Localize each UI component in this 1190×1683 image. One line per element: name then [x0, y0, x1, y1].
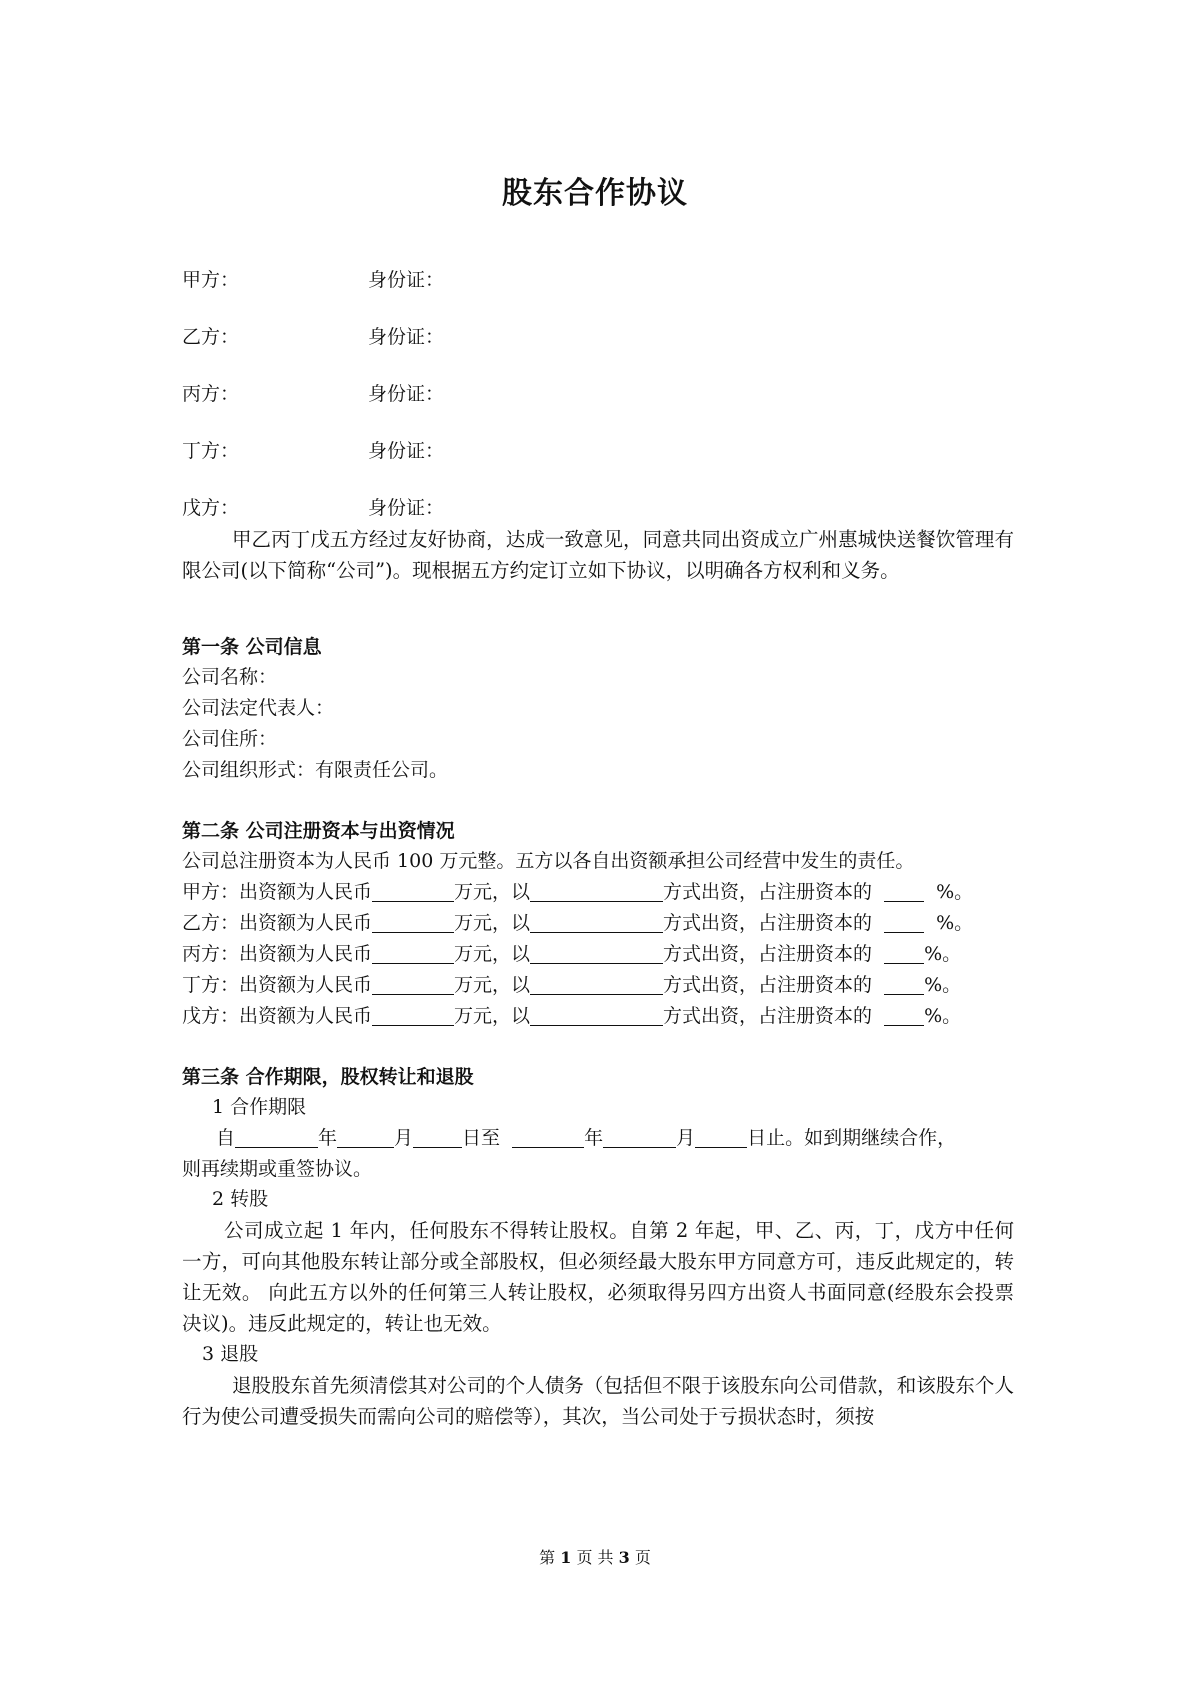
- row-text: 出资额为人民币: [239, 881, 373, 903]
- row-text: 出资额为人民币: [239, 943, 373, 965]
- subsection-term: 1 合作期限: [212, 1096, 307, 1118]
- month-blank[interactable]: [603, 1125, 676, 1148]
- contribution-row: [182, 877, 973, 907]
- party-label: 丁方：: [182, 440, 240, 462]
- percent-sign: %。: [924, 974, 962, 996]
- party-label: 戊方：: [182, 1005, 240, 1027]
- term-text: 月: [676, 1127, 696, 1149]
- page-footer: [0, 1545, 1190, 1568]
- company-name-line: 公司名称：: [182, 666, 278, 688]
- amount-blank[interactable]: [372, 910, 454, 933]
- row-text: 万元，以: [454, 1005, 531, 1027]
- term-text: 日至: [462, 1127, 501, 1149]
- current-page-number: 1: [560, 1548, 572, 1567]
- capital-summary: 公司总注册资本为人民币 100 万元整。五方以各自出资额承担公司经营中发生的责任。: [182, 850, 915, 872]
- article1-heading: 第一条 公司信息: [182, 636, 322, 658]
- percent-sign: %。: [936, 881, 974, 903]
- party-label: 乙方：: [182, 326, 240, 348]
- total-page-number: 3: [618, 1548, 630, 1567]
- id-label: 身份证：: [368, 269, 445, 291]
- method-blank[interactable]: [530, 879, 663, 902]
- percent-blank[interactable]: [884, 879, 924, 902]
- amount-blank[interactable]: [372, 941, 454, 964]
- day-blank[interactable]: [695, 1125, 747, 1148]
- row-text: 方式出资，占注册资本的: [663, 1005, 873, 1027]
- withdraw-paragraph: 退股股东首先须清偿其对公司的个人债务（包括但不限于该股东向公司借款，和该股东个人行为使公司遭受损失而需向公司的赔偿等），其次，当公司处于亏损状态时，须按: [182, 1374, 1014, 1428]
- method-blank[interactable]: [530, 941, 663, 964]
- id-label: 身份证：: [368, 326, 445, 348]
- method-blank[interactable]: [530, 972, 663, 995]
- contribution-row: [182, 939, 961, 969]
- footer-text: 页 共: [576, 1548, 614, 1567]
- contribution-row: [182, 908, 973, 938]
- percent-blank[interactable]: [884, 1003, 924, 1026]
- footer-text: 第: [539, 1548, 556, 1567]
- footer-text: 页: [634, 1548, 651, 1567]
- amount-blank[interactable]: [372, 1003, 454, 1026]
- row-text: 出资额为人民币: [239, 1005, 373, 1027]
- subsection-withdraw: 3 退股: [202, 1343, 259, 1365]
- party-label: 甲方：: [182, 881, 240, 903]
- party-label: 丁方：: [182, 974, 240, 996]
- row-text: 万元，以: [454, 912, 531, 934]
- row-text: 方式出资，占注册资本的: [663, 943, 873, 965]
- term-line: [216, 1123, 956, 1153]
- term-text: 年: [584, 1127, 604, 1149]
- row-text: 万元，以: [454, 943, 531, 965]
- method-blank[interactable]: [530, 910, 663, 933]
- term-text: 月: [394, 1127, 414, 1149]
- term-text: 日止。如到期继续合作，: [747, 1127, 957, 1149]
- address-line: 公司住所：: [182, 728, 278, 750]
- article3-heading: 第三条 合作期限，股权转让和退股: [182, 1066, 474, 1088]
- term-text: 年: [318, 1127, 338, 1149]
- percent-blank[interactable]: [884, 910, 924, 933]
- percent-sign: %。: [936, 912, 974, 934]
- id-label: 身份证：: [368, 383, 445, 405]
- article2-heading: 第二条 公司注册资本与出资情况: [182, 820, 455, 842]
- row-text: 出资额为人民币: [239, 974, 373, 996]
- row-text: 万元，以: [454, 881, 531, 903]
- party-label: 甲方：: [182, 269, 240, 291]
- percent-sign: %。: [924, 943, 962, 965]
- intro-paragraph: 甲乙丙丁戊五方经过友好协商，达成一致意见，同意共同出资成立广州惠城快送餐饮管理有限公司(以下简称“公司”)。现根据五方约定订立如下协议，以明确各方权利和义务。: [182, 528, 1014, 582]
- party-label: 丙方：: [182, 383, 240, 405]
- row-text: 万元，以: [454, 974, 531, 996]
- method-blank[interactable]: [530, 1003, 663, 1026]
- id-label: 身份证：: [368, 497, 445, 519]
- contribution-row: [182, 970, 961, 1000]
- party-label: 戊方：: [182, 497, 240, 519]
- row-text: 出资额为人民币: [239, 912, 373, 934]
- day-blank[interactable]: [413, 1125, 462, 1148]
- percent-blank[interactable]: [884, 972, 924, 995]
- percent-sign: %。: [924, 1005, 962, 1027]
- subsection-transfer: 2 转股: [212, 1188, 269, 1210]
- term-continuation: 则再续期或重签协议。: [182, 1158, 373, 1180]
- percent-blank[interactable]: [884, 941, 924, 964]
- party-label: 乙方：: [182, 912, 240, 934]
- contribution-row: [182, 1001, 961, 1031]
- legal-rep-line: 公司法定代表人：: [182, 697, 335, 719]
- amount-blank[interactable]: [372, 879, 454, 902]
- org-form-line: 公司组织形式：有限责任公司。: [182, 759, 449, 781]
- id-label: 身份证：: [368, 440, 445, 462]
- term-text: 自: [216, 1127, 236, 1149]
- document-title: 股东合作协议: [502, 176, 688, 211]
- row-text: 方式出资，占注册资本的: [663, 881, 873, 903]
- row-text: 方式出资，占注册资本的: [663, 974, 873, 996]
- year-blank[interactable]: [235, 1125, 318, 1148]
- party-label: 丙方：: [182, 943, 240, 965]
- row-text: 方式出资，占注册资本的: [663, 912, 873, 934]
- transfer-paragraph: 公司成立起 1 年内，任何股东不得转让股权。自第 2 年起，甲、乙、丙，丁，戊方中任何一方，可向其他股东转让部分或全部股权，但必须经最大股东甲方同意方可，违反此规定的，转让无效。 向此五方以外的任何第三人转让股权，必须取得另四方出资人书面同意(经股东会投票决议)。违反此规定的，转让也无效。: [182, 1219, 1014, 1335]
- month-blank[interactable]: [337, 1125, 394, 1148]
- amount-blank[interactable]: [372, 972, 454, 995]
- year-blank[interactable]: [512, 1125, 584, 1148]
